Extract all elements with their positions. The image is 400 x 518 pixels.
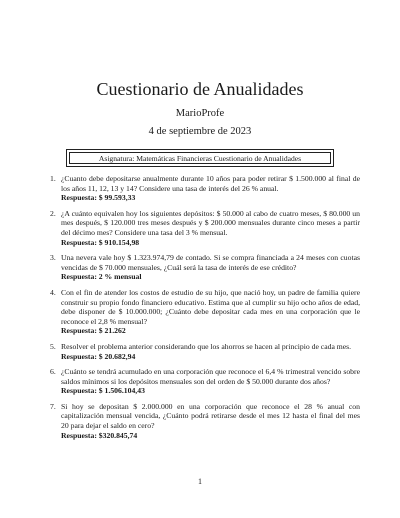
question-item bbox=[50, 288, 360, 336]
subject-box-label: Asignatura: Matemáticas Financieras Cuestionario de Anualidades bbox=[69, 152, 331, 164]
question-item bbox=[50, 367, 360, 396]
subject-box bbox=[66, 149, 334, 167]
document-author: MarioProfe bbox=[175, 108, 225, 119]
question-item bbox=[50, 253, 360, 282]
document-title: Cuestionario de Anualidades bbox=[96, 79, 304, 99]
question-number: 5. bbox=[50, 341, 56, 351]
question-number: 2. bbox=[50, 208, 56, 218]
question-text: ¿Cuánto se tendrá acumulado en una corporación que reconoce el 6,4 % trimestral vencido sobre saldos mínimos si los depósitos mensuales son del orden de $ 50.000 durante dos años? bbox=[61, 367, 360, 386]
question-answer: Respuesta: $ 910.154,98 bbox=[61, 237, 140, 247]
question-number: 1. bbox=[50, 174, 56, 183]
question-answer: Respuesta: $ 21.262 bbox=[61, 326, 126, 336]
question-item bbox=[50, 402, 360, 440]
question-item bbox=[50, 209, 360, 247]
question-item bbox=[50, 342, 360, 361]
page-number: 1 bbox=[198, 477, 202, 486]
question-text: Resolver el problema anterior considerando que los ahorros se hacen al principio de cada mes. bbox=[61, 341, 352, 351]
question-text: Una nevera vale hoy $ 1.323.974,79 de contado. Si se compra financiada a 24 meses con cuotas vencidas de $ 70.000 mensuales, ¿Cuál será la tasa de interés de ese crédito? bbox=[61, 253, 360, 272]
question-answer: Respuesta: $320.845,74 bbox=[61, 430, 138, 440]
question-answer: Respuesta: $ 1.506.104,43 bbox=[61, 386, 145, 396]
question-number: 4. bbox=[50, 287, 56, 297]
question-number: 6. bbox=[50, 367, 56, 377]
question-number: 7. bbox=[50, 401, 56, 411]
question-answer: Respuesta: 2 % mensual bbox=[61, 272, 142, 282]
question-item bbox=[50, 174, 360, 203]
question-text: ¿Cuanto debe depositarse anualmente durante 10 años para poder retirar $ 1.500.000 al final de los años 11, 12, 13 y 14? Considere una tasa de interés del 26 % anual. bbox=[61, 174, 360, 193]
question-text: Si hoy se depositan $ 2.000.000 en una corporación que reconoce el 28 % anual con capitalización mensual vencida, ¿Cuánto podrá retirarse desde el mes 12 hasta el final del mes 20 para dejar el saldo en cero? bbox=[61, 401, 360, 431]
question-text: ¿A cuánto equivalen hoy los siguientes depósitos: $ 50.000 al cabo de cuatro meses, $ 80.000 un mes después, $ 120.000 tres meses después y $ 200.000 mensuales durante cinco meses a partir del décimo mes? Considere una tasa del 3 % mensual. bbox=[61, 208, 360, 237]
question-answer: Respuesta: $ 20.682,94 bbox=[61, 351, 136, 361]
question-list bbox=[50, 174, 360, 446]
question-answer: Respuesta: $ 99.593,33 bbox=[61, 193, 136, 203]
question-text: Con el fin de atender los costos de estudio de su hijo, que nació hoy, un padre de familia quiere construir su propio fondo financiero educativo. Estima que al cumplir su hijo ocho años de edad, debe disponer de $ 10.000.000; ¿Cuánto debe depositar cada mes en una corporación que le reconoce el 2,8 % mensual? bbox=[61, 287, 360, 326]
document-date: 4 de septiembre de 2023 bbox=[148, 126, 252, 137]
question-number: 3. bbox=[50, 253, 56, 263]
